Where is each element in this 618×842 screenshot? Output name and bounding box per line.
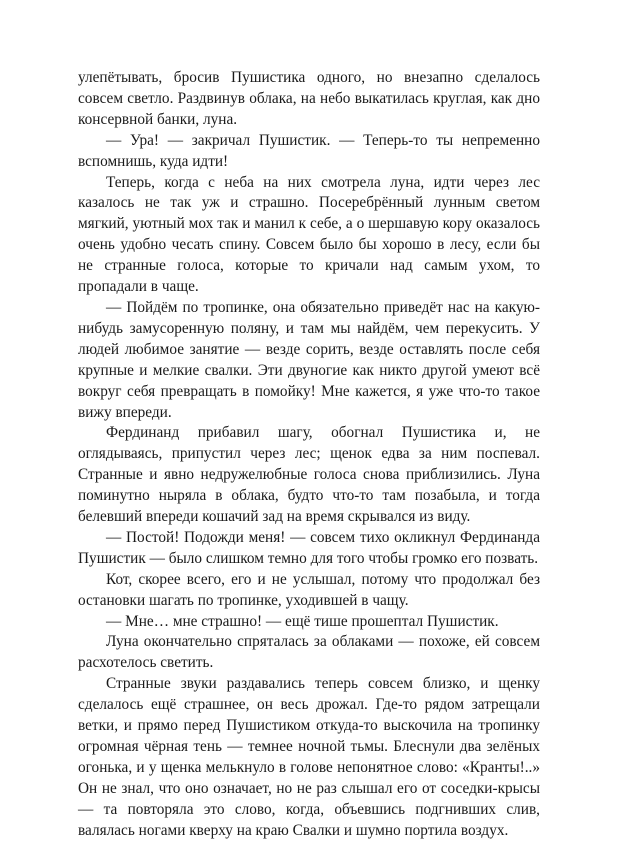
page-text bbox=[78, 68, 540, 842]
paragraph: Странные звуки раздавались теперь совсем близко, и щенку сделалось ещё страшнее, он весь дрожал. Где-то рядом затрещали ветки, и прямо перед Пушистиком откуда-то выскочила на тропинку огромная чёрная тень — темнее ночной тьмы. Блеснули два зелёных огонька, и у щенка мелькнуло в голове непонятное слово: «Кранты!..» Он не знал, что оно означает, но не раз слышал его от соседки-крысы — та повторяла это слово, когда, объевшись подгнивших слив, валялась ногами кверху на краю Свалки и шумно портила воздух. bbox=[78, 675, 540, 839]
paragraph: улепётывать, бросив Пушистика одного, но внезапно сделалось совсем светло. Раздвинув облака, на небо выкатилась круглая, как дно консервной банки, луна. bbox=[78, 69, 540, 128]
paragraph: — Пойдём по тропинке, она обязательно приведёт нас на какую-нибудь замусоренную поляну, и там мы найдём, чем перекусить. У людей любимое занятие — везде сорить, везде оставлять после себя крупные и мелкие свалки. Эти двуногие как никто другой умеют всё вокруг себя превращать в помойку! Мне кажется, я уже что-то такое вижу впереди. bbox=[78, 298, 540, 421]
paragraph: Фердинанд прибавил шагу, обогнал Пушистика и, не оглядываясь, припустил через лес; щенок едва за ним поспевал. Странные и явно недружелюбные голоса снова приблизились. Луна поминутно ныряла в облака, будто что-то там позабыла, и тогда белевший впереди кошачий зад на время скрывался из виду. bbox=[78, 424, 540, 526]
paragraph: — Ура! — закричал Пушистик. — Теперь-то ты непременно вспомнишь, куда идти! bbox=[78, 131, 540, 170]
paragraph: Кот, скорее всего, его и не услышал, потому что продолжал без остановки шагать по тропинке, уходившей в чащу. bbox=[78, 570, 540, 609]
paragraph: — Мне… мне страшно! — ещё тише прошептал Пушистик. bbox=[106, 612, 499, 630]
paragraph: Теперь, когда с неба на них смотрела луна, идти через лес казалось не так уж и страшно. Посеребрённый лунным светом мягкий, уютный мох так и манил к себе, а о шершавую кору оказалось очень удобно чесать спину. Совсем было бы хорошо в лесу, если бы не странные голоса, которые то кричали над самым ухом, то пропадали в чаще. bbox=[78, 173, 540, 296]
paragraph: Луна окончательно спряталась за облаками — похоже, ей совсем расхотелось светить. bbox=[78, 633, 540, 672]
paragraph: — Постой! Подожди меня! — совсем тихо окликнул Фердинанда Пушистик — было слишком темно для того чтобы громко его позвать. bbox=[78, 528, 540, 567]
